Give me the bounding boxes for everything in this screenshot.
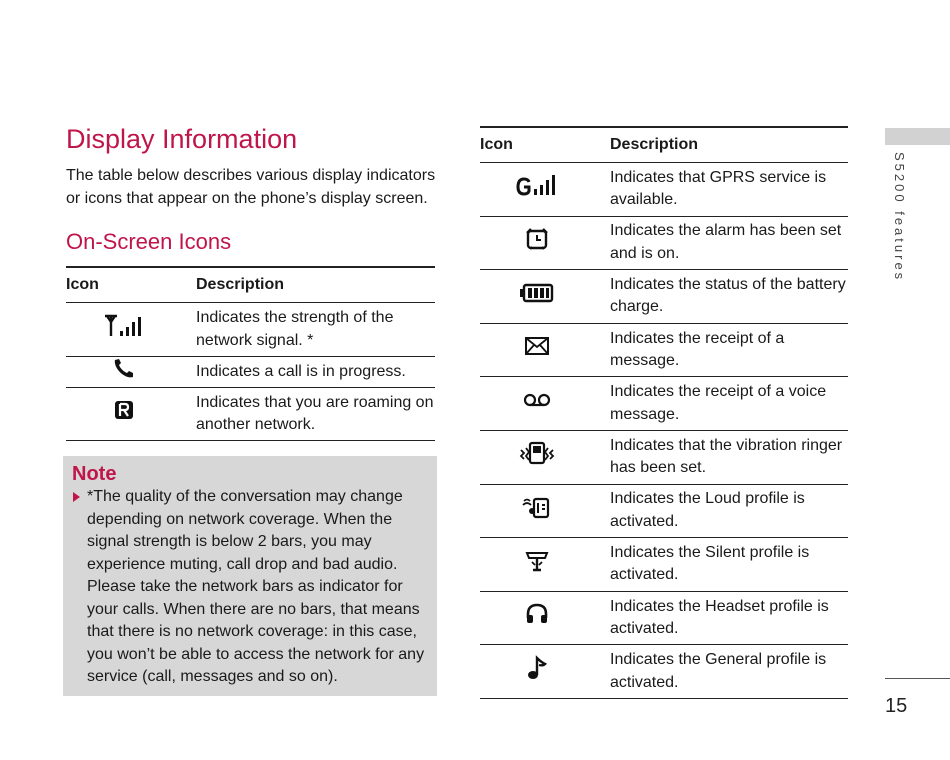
row-description: Indicates that the vibration ringer has been set. [610,436,843,477]
table-row [480,430,848,484]
row-description: Indicates that GPRS service is available. [610,168,827,209]
table-row [480,377,848,431]
on-screen-icons-table [66,266,435,441]
icon-column-header: Icon [66,276,99,293]
section-side-label: S5200 features [892,152,907,283]
row-description: Indicates the receipt of a voice message. [610,383,827,423]
note-text: *The quality of the conversation may change depending on network coverage. When the signal strength is below 2 bars, you may experience muting, call drop and bad audio. Please take the network bars as indicator for your calls. When there are no bars, that means that there is no network coverage: in this case, you won’t be able to access the network for any service (call, messages and so on). [87,488,425,685]
status-icons-table [480,126,848,699]
row-description: Indicates the General profile is activated. [610,651,827,691]
roaming-icon [113,399,135,429]
table-header-row [480,127,848,163]
gprs-icon [515,174,559,206]
intro-paragraph: The table below describes various display indicators or icons that appear on the phone’s display screen. [66,167,436,207]
battery-icon [520,283,554,311]
note-box [63,456,437,696]
row-description: Indicates the status of the battery charge. [610,275,846,316]
side-tab-bar [885,128,950,145]
table-row [480,591,848,645]
general-profile-icon [526,655,548,689]
table-row [480,323,848,377]
headset-profile-icon [524,602,550,634]
row-description: Indicates the strength of the network signal. * [196,309,394,349]
signal-strength-icon [104,314,144,346]
description-column-header: Description [610,136,699,153]
row-description: Indicates that you are roaming on another network. [196,393,434,433]
row-description: Indicates the receipt of a message. [610,329,785,370]
table-row [480,538,848,592]
silent-profile-icon [524,548,550,582]
vibration-icon [519,441,555,475]
loud-profile-icon [522,495,552,527]
table-row [480,163,848,217]
table-row [480,270,848,324]
page-number-divider [885,678,950,679]
note-title: Note [72,463,117,485]
row-description: Indicates the Headset profile is activated. [610,597,829,638]
table-row [66,388,435,441]
row-description: Indicates a call is in progress. [196,362,406,380]
icon-column-header: Icon [480,136,513,153]
row-description: Indicates the Silent profile is activated. [610,543,810,584]
row-description: Indicates the alarm has been set and is on. [610,222,842,262]
row-description: Indicates the Loud profile is activated. [610,490,805,530]
table-row [480,216,848,270]
alarm-icon [524,227,550,259]
table-row [480,484,848,538]
note-bullet-arrow-icon [73,492,80,502]
voicemail-icon [523,392,551,416]
description-column-header: Description [196,276,285,293]
section-heading: On-Screen Icons [66,229,232,254]
call-in-progress-icon [112,357,136,387]
table-row [66,357,435,388]
table-header-row [66,267,435,303]
table-row [480,645,848,699]
page-number: 15 [885,695,908,717]
page-title: Display Information [66,124,298,154]
table-row [66,303,435,357]
message-icon [524,336,550,364]
